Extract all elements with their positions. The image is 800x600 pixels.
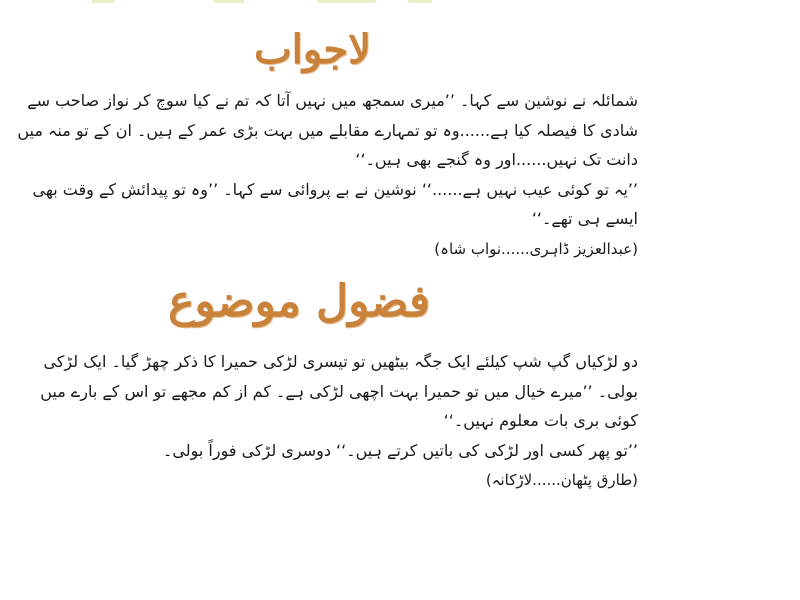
top-edge-mark: [92, 0, 114, 3]
joke-two-reply: ’’تو پھر کسی اور لڑکی کی باتیں کرتے ہیں۔‘‘ دوسری لڑکی فوراً بولی۔: [163, 440, 638, 460]
joke-one-title: لاجواب: [254, 26, 371, 73]
joke-two-body: [8, 347, 638, 495]
top-edge-mark: [214, 0, 244, 3]
joke-one-byline: (عبدالعزیز ڈاہری......نواب شاہ): [434, 239, 638, 258]
joke-one-reply: ’’یہ تو کوئی عیب نہیں ہے......‘‘ نوشین نے بے پروائی سے کہا۔ ’’وہ تو پیدائش کے وقت بھی ایسے ہی تھے۔‘‘: [32, 179, 638, 229]
joke-one-body: [10, 86, 638, 264]
joke-two-title: فضول موضوع: [168, 276, 430, 327]
top-edge-mark: [318, 0, 376, 3]
joke-two-byline: (طارق پٹھان......لاڑکانہ): [485, 471, 638, 490]
joke-one-paragraph: شمائلہ نے نوشین سے کہا۔ ’’میری سمجھ میں نہیں آتا کہ تم نے کیا سوچ کر نواز صاحب سے شادی کا فیصلہ کیا ہے......وہ تو تمہارے مقابلے میں بہت بڑی عمر کے ہیں۔ ان کے تو منہ میں دانت تک نہیں......اور وہ گنجے بھی ہیں۔‘‘: [17, 91, 638, 170]
top-edge-mark: [408, 0, 432, 3]
joke-two-paragraph: دو لڑکیاں گپ شپ کیلئے ایک جگہ بیٹھیں تو تیسری لڑکی حمیرا کا ذکر چھڑ گیا۔ ایک لڑکی بولی۔ ’’میرے خیال میں تو حمیرا بہت اچھی لڑکی ہے۔ کم از کم مجھے تو اس کے بارے میں کوئی بری بات معلوم نہیں۔‘‘: [40, 352, 638, 431]
